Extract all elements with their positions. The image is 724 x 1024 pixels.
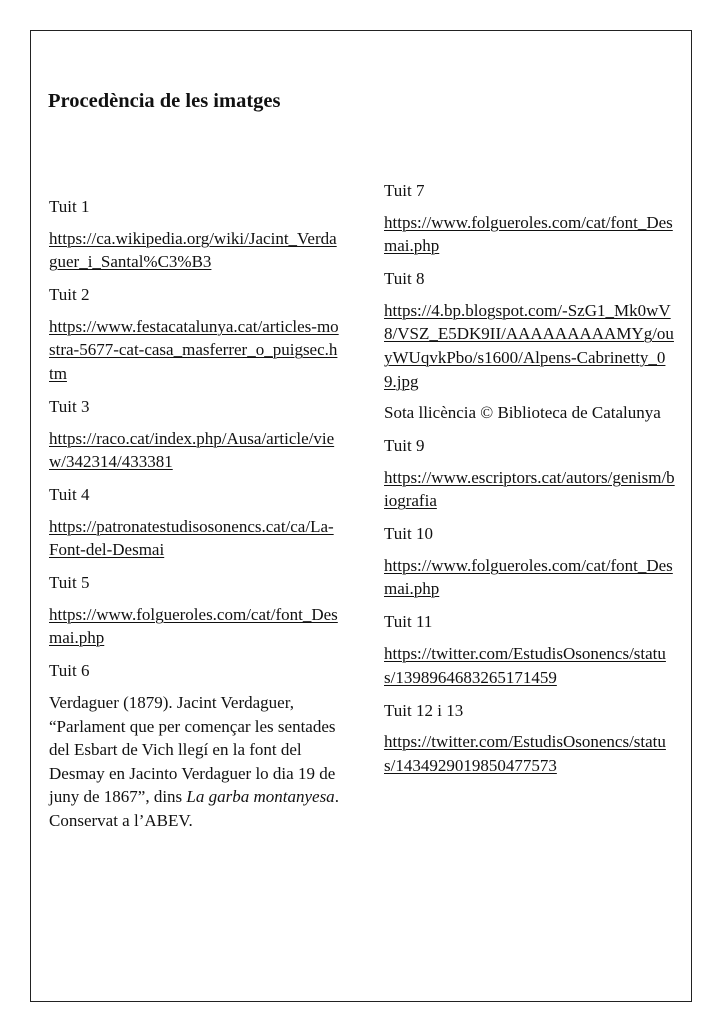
source-entry — [384, 267, 676, 425]
tuit-label: Tuit 1 — [49, 197, 90, 216]
source-link[interactable]: https://twitter.com/EstudisOsonencs/status/1434929019850477573 — [384, 732, 666, 775]
source-link[interactable]: https://www.folgueroles.com/cat/font_Desmai.php — [384, 212, 673, 256]
source-entry — [49, 395, 341, 474]
citation-text-end: . Conservat a l’ABEV. — [49, 787, 339, 831]
source-link[interactable]: https://patronatestudisosonencs.cat/ca/La-Font-del-Desmai — [49, 516, 334, 560]
source-entry — [384, 699, 676, 778]
right-column — [384, 179, 676, 787]
source-entry — [49, 571, 341, 650]
tuit-label: Tuit 7 — [384, 181, 425, 200]
source-entry — [49, 659, 341, 832]
tuit-label: Tuit 9 — [384, 436, 425, 456]
tuit-label: Tuit 12 i 13 — [384, 700, 464, 720]
source-link[interactable]: https://www.folgueroles.com/cat/font_Desmai.php — [49, 604, 338, 648]
source-entry — [49, 195, 341, 274]
source-entry — [384, 434, 676, 513]
source-link[interactable]: https://twitter.com/EstudisOsonencs/status/1398964683265171459 — [384, 644, 666, 687]
tuit-label: Tuit 4 — [49, 485, 90, 505]
source-link[interactable]: https://4.bp.blogspot.com/-SzG1_Mk0wV8/VSZ_E5DK9II/AAAAAAAAAMYg/ouyWUqvkPbo/s1600/Alpens-Cabrinetty_09.jpg — [384, 300, 674, 391]
source-link[interactable]: https://ca.wikipedia.org/wiki/Jacint_Verdaguer_i_Santal%C3%B3 — [49, 228, 337, 272]
tuit-label: Tuit 3 — [49, 396, 90, 416]
tuit-label: Tuit 10 — [384, 524, 433, 544]
citation-book-title: La garba montanyesa — [186, 787, 335, 807]
citation-text: Verdaguer (1879). Jacint Verdaguer, “Parlament que per començar les sentades del Esbart de Vich llegí en la font del Desmay en Jacinto Verdaguer lo dia 19 de juny de 1867”, dins — [49, 693, 336, 807]
tuit-label: Tuit 6 — [49, 661, 90, 681]
page-title: Procedència de les imatges — [48, 90, 281, 112]
tuit-label: Tuit 8 — [384, 269, 425, 289]
source-link[interactable]: https://raco.cat/index.php/Ausa/article/view/342314/433381 — [49, 428, 335, 472]
tuit-label: Tuit 5 — [49, 573, 90, 593]
source-citation — [49, 691, 341, 833]
tuit-label: Tuit 11 — [384, 612, 433, 632]
source-entry — [49, 483, 341, 562]
source-entry — [384, 522, 676, 601]
source-entry — [384, 610, 676, 689]
license-note: Sota llicència © Biblioteca de Catalunya — [384, 403, 661, 423]
left-column — [49, 195, 341, 842]
source-link[interactable]: https://www.folgueroles.com/cat/font_Desmai.php — [384, 555, 673, 599]
tuit-label: Tuit 2 — [49, 285, 90, 305]
source-link[interactable]: https://www.escriptors.cat/autors/genism/biografia — [384, 467, 675, 511]
source-entry — [384, 179, 676, 258]
source-link[interactable]: https://www.festacatalunya.cat/articles-mostra-5677-cat-casa_masferrer_o_puigsec.htm — [49, 316, 339, 383]
source-entry — [49, 283, 341, 385]
